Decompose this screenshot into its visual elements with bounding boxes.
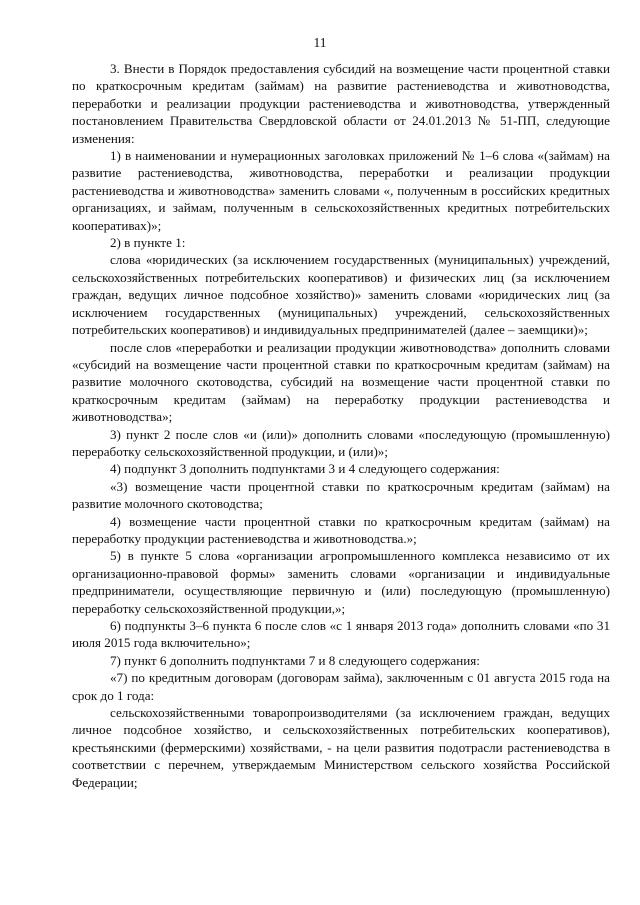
paragraph: слова «юридических (за исключением государственных (муниципальных) учреждений, сельскохозяйственных потребительских кооперативов) и физических лиц (за исключением граждан, ведущих личное подсобное хозяйство)» заменить словами «юридических лиц (за исключением государственных (муниципальных) учреждений, сельскохозяйственных потребительских кооперативов) и индивидуальных предпринимателей (далее – заемщики)»;: [72, 252, 610, 338]
paragraph: 6) подпункты 3–6 пункта 6 после слов «с 1 января 2013 года» дополнить словами «по 31 июля 2015 года включительно»;: [72, 618, 610, 651]
paragraph: 1) в наименовании и нумерационных заголовках приложений № 1–6 слова «(займам) на развитие растениеводства, животноводства, переработки и реализации продукции растениеводства и животноводства» заменить словами «, полученным в российских кредитных организациях, и займам, полученным в сельскохозяйственных кредитных потребительских кооперативах)»;: [72, 148, 610, 233]
paragraph: 3. Внести в Порядок предоставления субсидий на возмещение части процентной ставки по краткосрочным кредитам (займам) на развитие растениеводства и животноводства, переработки и реализации продукции растениеводства и животноводства, утвержденный постановлением Правительства Свердловской области от 24.01.2013 № 51-ПП, следующие изменения:: [72, 61, 610, 146]
page-number: 11: [313, 35, 327, 50]
paragraph: 2) в пункте 1:: [110, 235, 186, 251]
paragraph: после слов «переработки и реализации продукции животноводства» дополнить словами «субсидий на возмещение части процентной ставки по краткосрочным кредитам (займам) на развитие молочного скотоводства, субсидий на возмещение части процентной ставки по краткосрочным кредитам (займам) на переработку продукции растениеводства и животноводства»;: [72, 339, 610, 425]
paragraph: «7) по кредитным договорам (договорам займа), заключенным с 01 августа 2015 года на срок до 1 года:: [72, 670, 610, 703]
paragraph: 5) в пункте 5 слова «организации агропромышленного комплекса независимо от их организационно-правовой формы» заменить словами «организации и индивидуальные предприниматели, осуществляющие первичную и (или) последующую (промышленную) переработку сельскохозяйственной продукции,»;: [72, 548, 610, 616]
paragraph: 4) подпункт 3 дополнить подпунктами 3 и 4 следующего содержания:: [110, 461, 500, 477]
paragraph: 3) пункт 2 после слов «и (или)» дополнить словами «последующую (промышленную) переработку сельскохозяйственной продукции, и (или)»;: [72, 426, 610, 459]
body-text: [72, 60, 610, 791]
paragraph: «3) возмещение части процентной ставки по краткосрочным кредитам (займам) на развитие молочного скотоводства;: [72, 478, 610, 512]
paragraph: 7) пункт 6 дополнить подпунктами 7 и 8 следующего содержания:: [110, 652, 480, 668]
paragraph: 4) возмещение части процентной ставки по краткосрочным кредитам (займам) на переработку продукции растениеводства и животноводства.»;: [72, 513, 610, 546]
paragraph: сельскохозяйственными товаропроизводителями (за исключением граждан, ведущих личное подсобное хозяйство, и сельскохозяйственных потребительских кооперативов), крестьянскими (фермерскими) хозяйствами, - на цели развития подотрасли растениеводства в соответствии с перечнем, утверждаемым Министерством сельского хозяйства Российской Федерации;: [72, 705, 610, 790]
